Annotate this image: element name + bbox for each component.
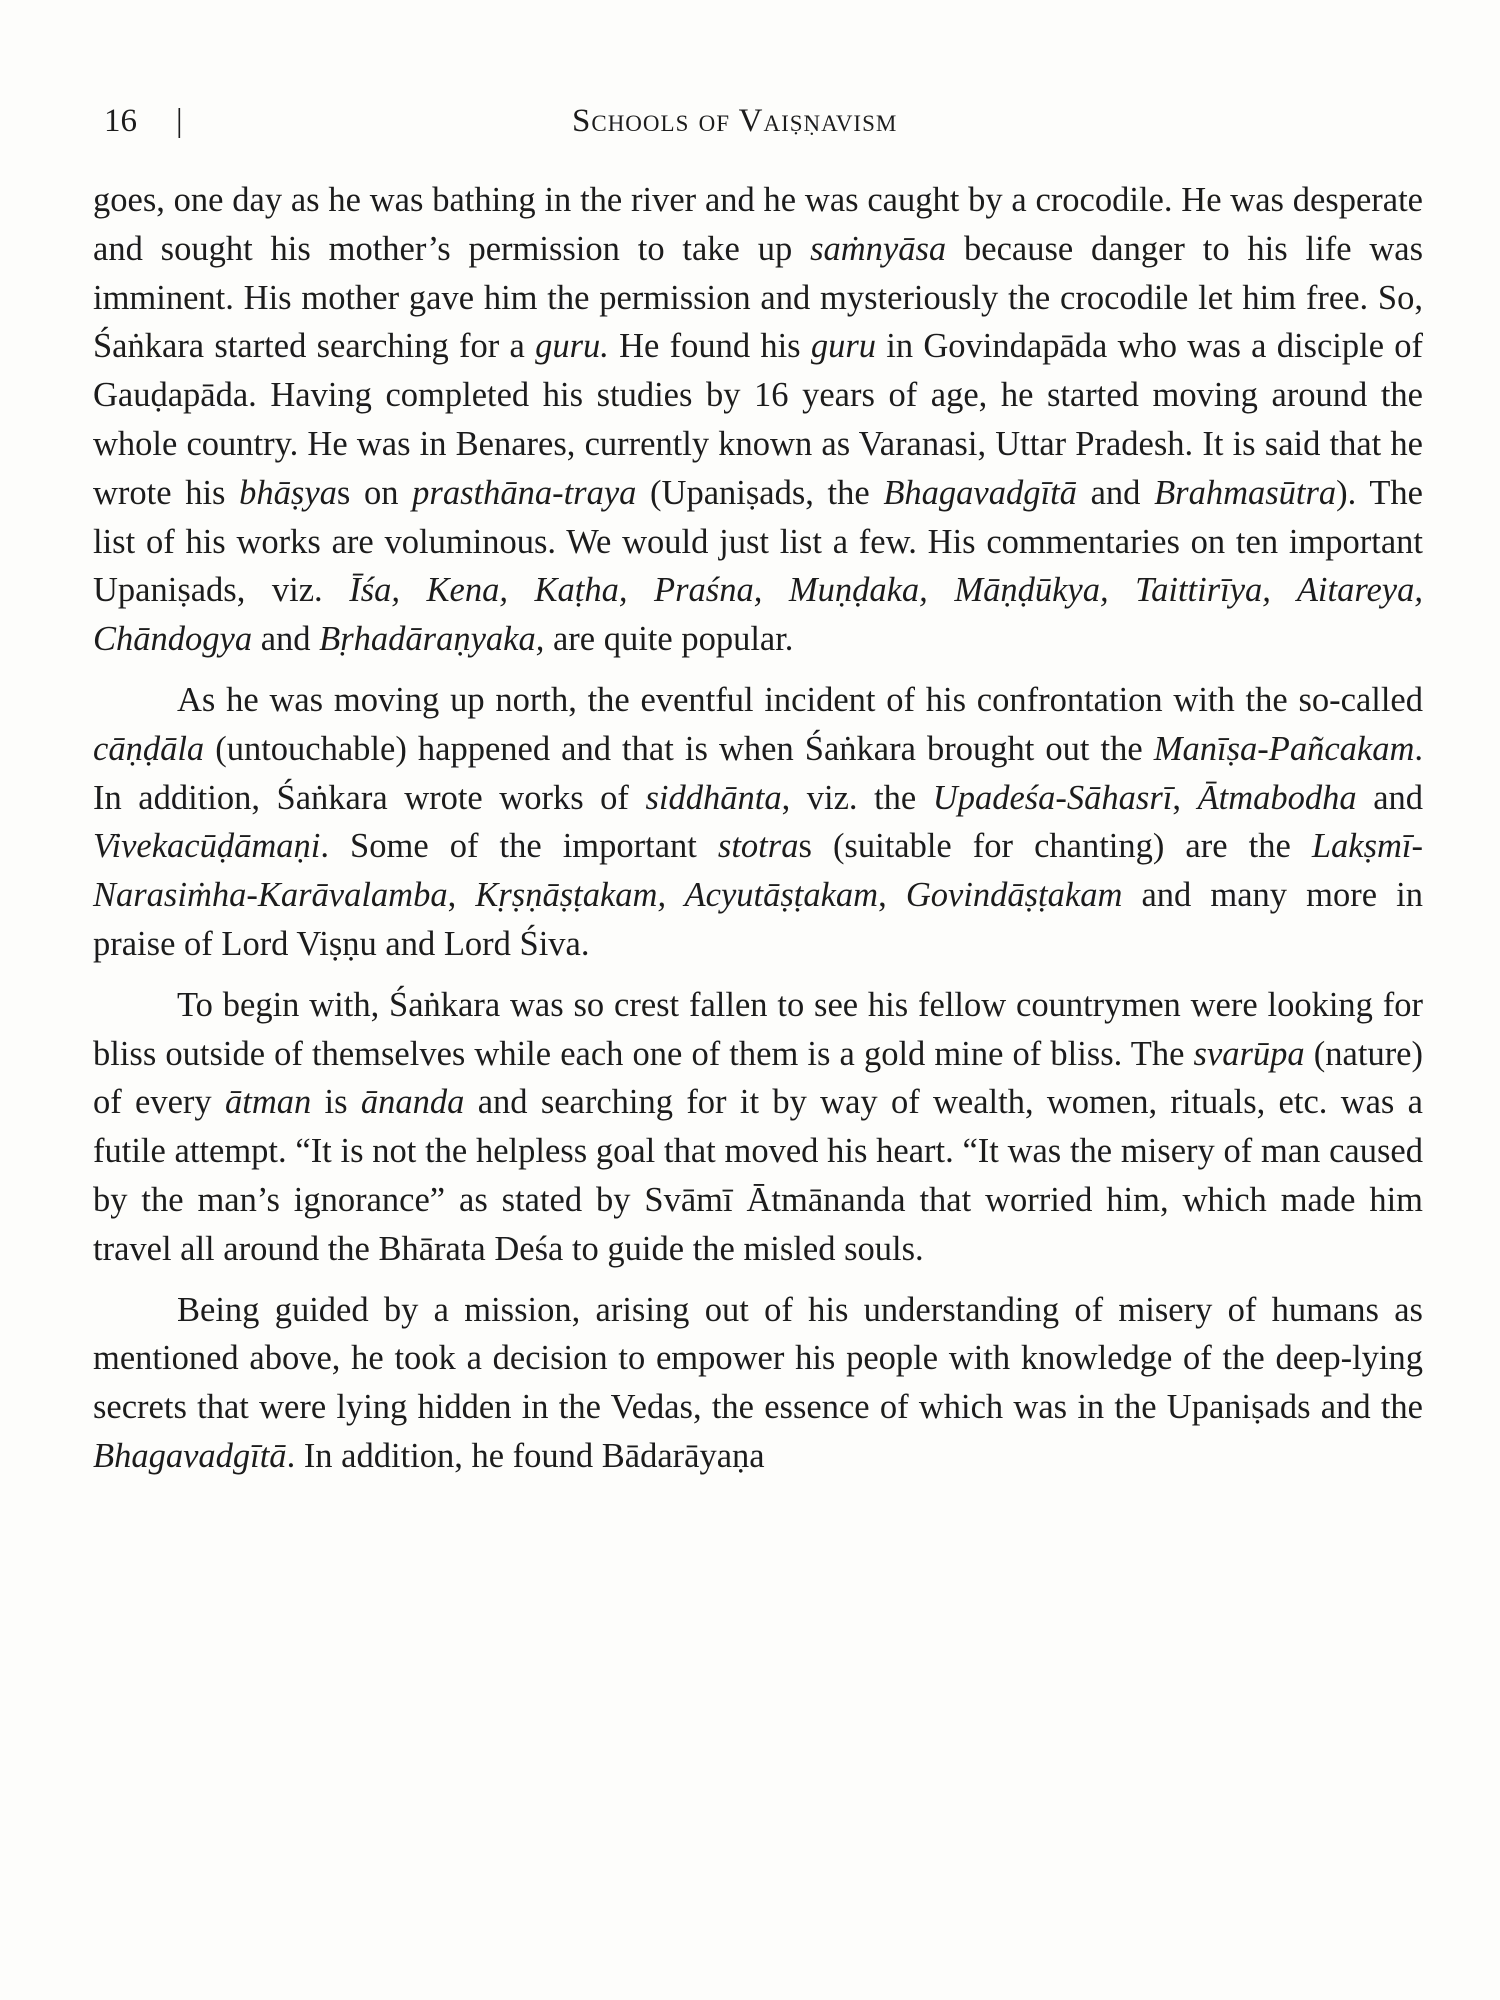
running-head bbox=[104, 96, 1422, 146]
header-separator: | bbox=[176, 103, 183, 139]
text-run: and bbox=[1076, 473, 1155, 512]
text-run: and many more in praise of Lord Viṣṇu and Lord Śiva. bbox=[93, 876, 1423, 963]
text-run: , bbox=[447, 876, 476, 915]
text-run: . In addition, he found Bādarāyaṇa bbox=[286, 1436, 765, 1475]
text-run: , bbox=[878, 876, 906, 915]
italic-term: Vivekacūḍāmaṇi bbox=[93, 827, 321, 866]
italic-term: cāṇḍāla bbox=[93, 729, 205, 768]
italic-term: bhāṣya bbox=[239, 473, 337, 512]
paragraph bbox=[93, 676, 1423, 969]
italic-term: Upadeśa-Sāhasrī bbox=[932, 778, 1173, 817]
text-run: in Govindapāda who was a disciple of Gauḍapāda. Having completed his studies by 16 years of age, he started moving around the whole country. He was in Benares, currently known as Varanasi, Uttar Pradesh. It is said that he wrote his bbox=[93, 327, 1423, 512]
italic-term: Ātmabodha bbox=[1197, 778, 1357, 817]
italic-term: Brahmasūtra bbox=[1154, 473, 1337, 512]
text-run: (Upaniṣads, the bbox=[636, 473, 884, 512]
italic-term: Bhagavadgītā bbox=[93, 1436, 287, 1475]
page-number: 16 bbox=[104, 103, 137, 139]
text-run: s (suitable for chanting) are the bbox=[798, 827, 1312, 866]
text-run: Being guided by a mission, arising out of his understanding of misery of humans as mentioned above, he took a decision to empower his people with knowledge of the deep-lying secrets that were lying hidden in the Vedas, the essence of which was in the Upaniṣads and the bbox=[93, 1290, 1423, 1427]
paragraph bbox=[93, 176, 1423, 664]
body-text bbox=[93, 176, 1423, 1493]
text-run: (untouchable) happened and that is when Śaṅkara brought out the bbox=[204, 729, 1154, 768]
italic-term: Govindāṣṭakam bbox=[905, 876, 1123, 915]
text-run: and searching for it by way of wealth, women, rituals, etc. was a futile attempt. “It is not the helpless goal that moved his heart. “It was the misery of man caused by the man’s ignorance” as stated by Svāmī Ātmānanda that worried him, which made him travel all around the Bhārata Deśa to guide the misled souls. bbox=[93, 1083, 1423, 1268]
text-run: and bbox=[252, 620, 320, 659]
italic-term: saṁnyāsa bbox=[810, 229, 947, 268]
italic-term: Bṛhadāraṇyaka, bbox=[319, 620, 545, 659]
italic-term: Kṛṣṇāṣṭakam, Acyutāṣṭakam bbox=[475, 876, 879, 915]
italic-term: ātman bbox=[224, 1083, 312, 1122]
text-run: is bbox=[311, 1083, 361, 1122]
italic-term: siddhānta bbox=[645, 778, 782, 817]
text-run: . Some of the important bbox=[320, 827, 718, 866]
italic-term: guru. bbox=[535, 327, 609, 366]
text-run: are quite popular. bbox=[544, 620, 794, 659]
italic-term: stotra bbox=[717, 827, 799, 866]
text-run: ). The list of his works are voluminous. We would just list a few. His commentaries on ten important Upaniṣads, viz. bbox=[93, 473, 1423, 610]
text-run: He found his bbox=[608, 327, 811, 366]
text-run: . In addition, Śaṅkara wrote works of bbox=[93, 729, 1423, 817]
paragraph bbox=[93, 1286, 1423, 1481]
italic-term: Manīṣa-Pañcakam bbox=[1153, 729, 1415, 768]
italic-term: Lakṣmī-Narasiṁha-Karāvalamba bbox=[93, 827, 1423, 915]
italic-term: ānanda bbox=[360, 1083, 465, 1122]
italic-term: Bhagavadgītā bbox=[883, 473, 1077, 512]
text-run: , viz. the bbox=[781, 778, 933, 817]
text-run: As he was moving up north, the eventful incident of his confrontation with the so-called bbox=[177, 680, 1423, 719]
italic-term: guru bbox=[810, 327, 877, 366]
paragraph bbox=[93, 981, 1423, 1274]
italic-term: prasthāna-traya bbox=[412, 473, 637, 512]
text-run: s on bbox=[336, 473, 413, 512]
text-run: because danger to his life was imminent. His mother gave him the permission and mysteriously the crocodile let him free. So, Śaṅkara started searching for a bbox=[93, 229, 1424, 366]
text-run: (nature) of every bbox=[93, 1034, 1423, 1122]
italic-term: svarūpa bbox=[1193, 1034, 1305, 1073]
italic-term: Īśa, Kena, Kaṭha, Praśna, Muṇḍaka, Māṇḍūkya, Taittirīya, Aitareya, Chāndogya bbox=[93, 571, 1423, 659]
text-run: To begin with, Śaṅkara was so crest fallen to see his fellow countrymen were looking for bliss outside of themselves while each one of them is a gold mine of bliss. The bbox=[93, 985, 1423, 1073]
text-run: , bbox=[1172, 778, 1198, 817]
text-run: and bbox=[1356, 778, 1424, 817]
text-run: goes, one day as he was bathing in the river and he was caught by a crocodile. He was desperate and sought his mother’s permission to take up bbox=[93, 181, 1423, 268]
book-title: Schools of Vaiṣṇavism bbox=[572, 103, 898, 139]
